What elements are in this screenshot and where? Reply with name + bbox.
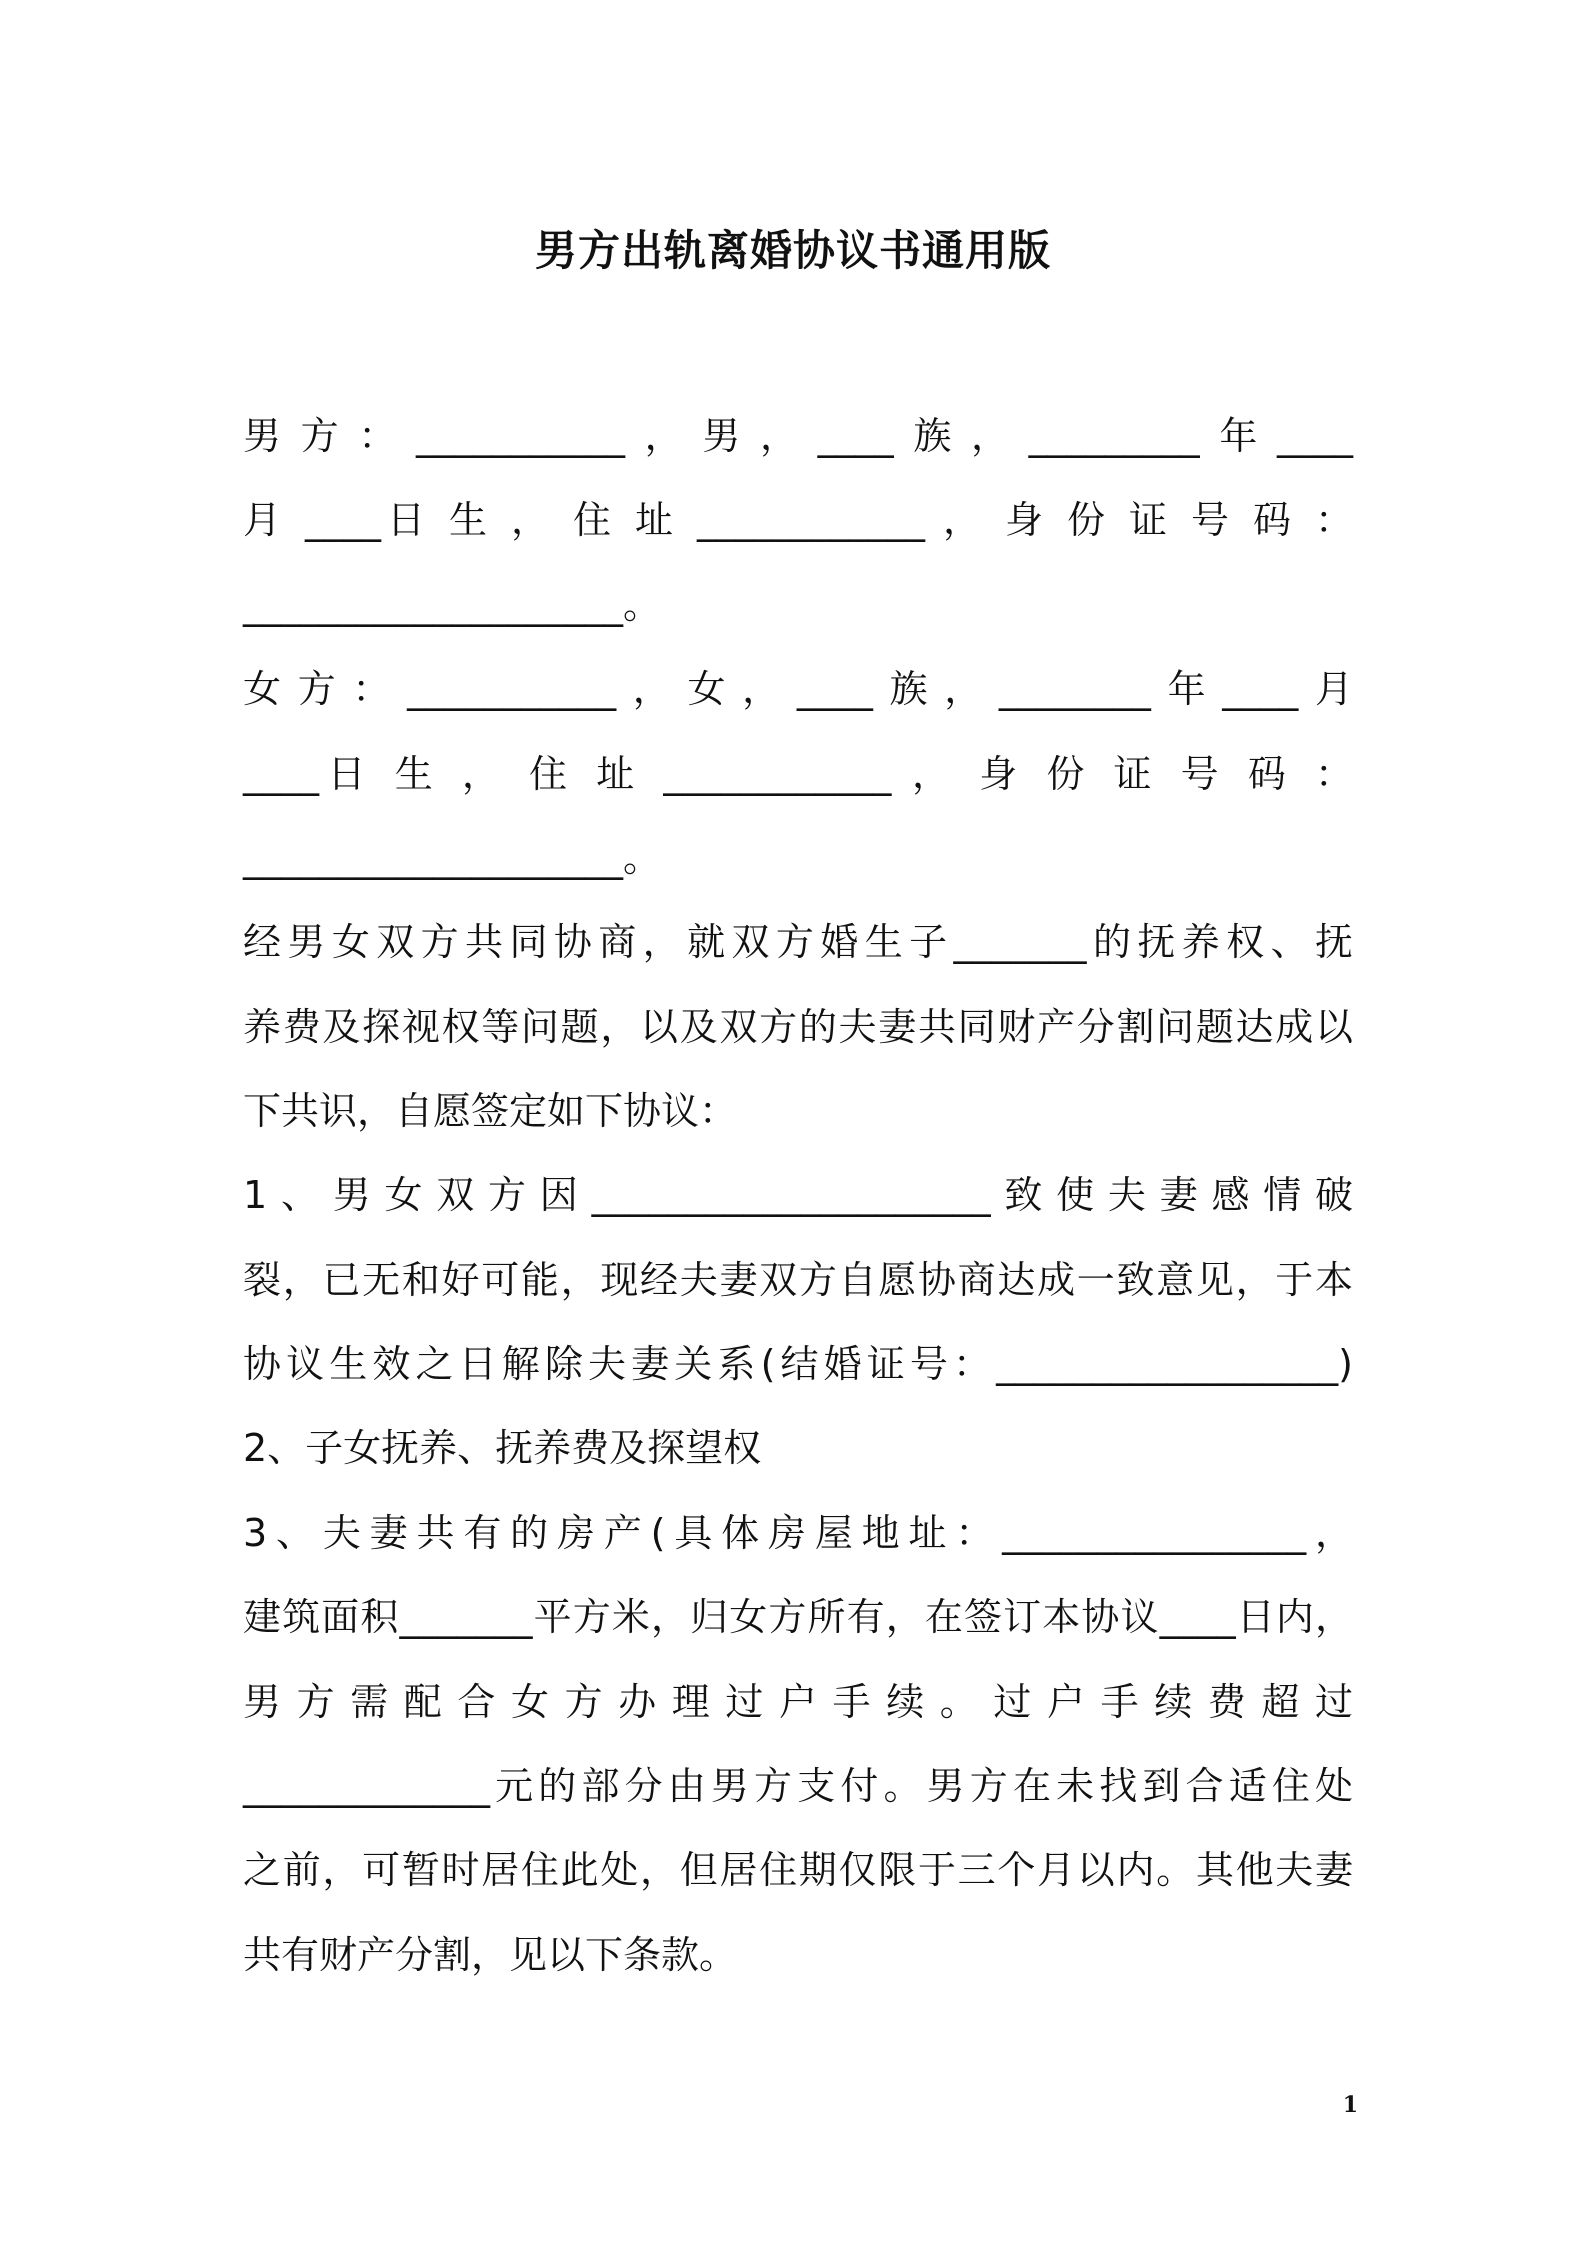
page-number: 1 — [1342, 2092, 1358, 2118]
clause-3-line-1: 3、夫妻共有的房产(具体房屋地址：________________， — [243, 1511, 1353, 1555]
clause-1-line-3: 协议生效之日解除夫妻关系(结婚证号：__________________) — [243, 1342, 1353, 1386]
male-party-line-3: ____________________。 — [243, 583, 662, 627]
clause-2-line-1: 2、子女抚养、抚养费及探望权 — [243, 1426, 762, 1470]
document-title: 男方出轨离婚协议书通用版 — [534, 226, 1051, 275]
preamble-line-2: 养费及探视权等问题，以及双方的夫妻共同财产分割问题达成以 — [243, 1005, 1353, 1049]
female-party-line-2: ____日 生 ， 住 址 ____________ ， 身 份 证 号 码 ： — [243, 752, 1353, 796]
clause-1-line-1: 1、男女双方因_____________________致使夫妻感情破 — [243, 1173, 1353, 1217]
preamble-line-3: 下共识，自愿签定如下协议： — [243, 1089, 738, 1133]
preamble-line-1: 经男女双方共同协商，就双方婚生子_______的抚养权、抚 — [243, 920, 1353, 964]
male-party-line-1: 男方：___________，男，____族，_________年____ — [243, 414, 1353, 458]
clause-3-line-2: 建筑面积_______平方米，归女方所有，在签订本协议____日内， — [243, 1595, 1353, 1639]
female-party-line-1: 女方：___________，女，____族，________年____月 — [243, 667, 1353, 711]
clause-3-line-5: 之前，可暂时居住此处，但居住期仅限于三个月以内。其他夫妻 — [243, 1848, 1353, 1892]
clause-1-line-2: 裂，已无和好可能，现经夫妻双方自愿协商达成一致意见，于本 — [243, 1258, 1353, 1302]
clause-3-line-3: 男 方 需 配 合 女 方 办 理 过 户 手 续 。 过 户 手 续 费 超 过 — [243, 1680, 1353, 1724]
male-party-line-2: 月 ____日 生 ， 住 址 ____________ ， 身 份 证 号 码 ： — [243, 498, 1353, 542]
female-party-line-3: ____________________。 — [243, 836, 662, 880]
clause-3-line-6: 共有财产分割，见以下条款。 — [243, 1933, 738, 1977]
clause-3-line-4: _____________元的部分由男方支付。男方在未找到合适住处 — [243, 1764, 1353, 1808]
